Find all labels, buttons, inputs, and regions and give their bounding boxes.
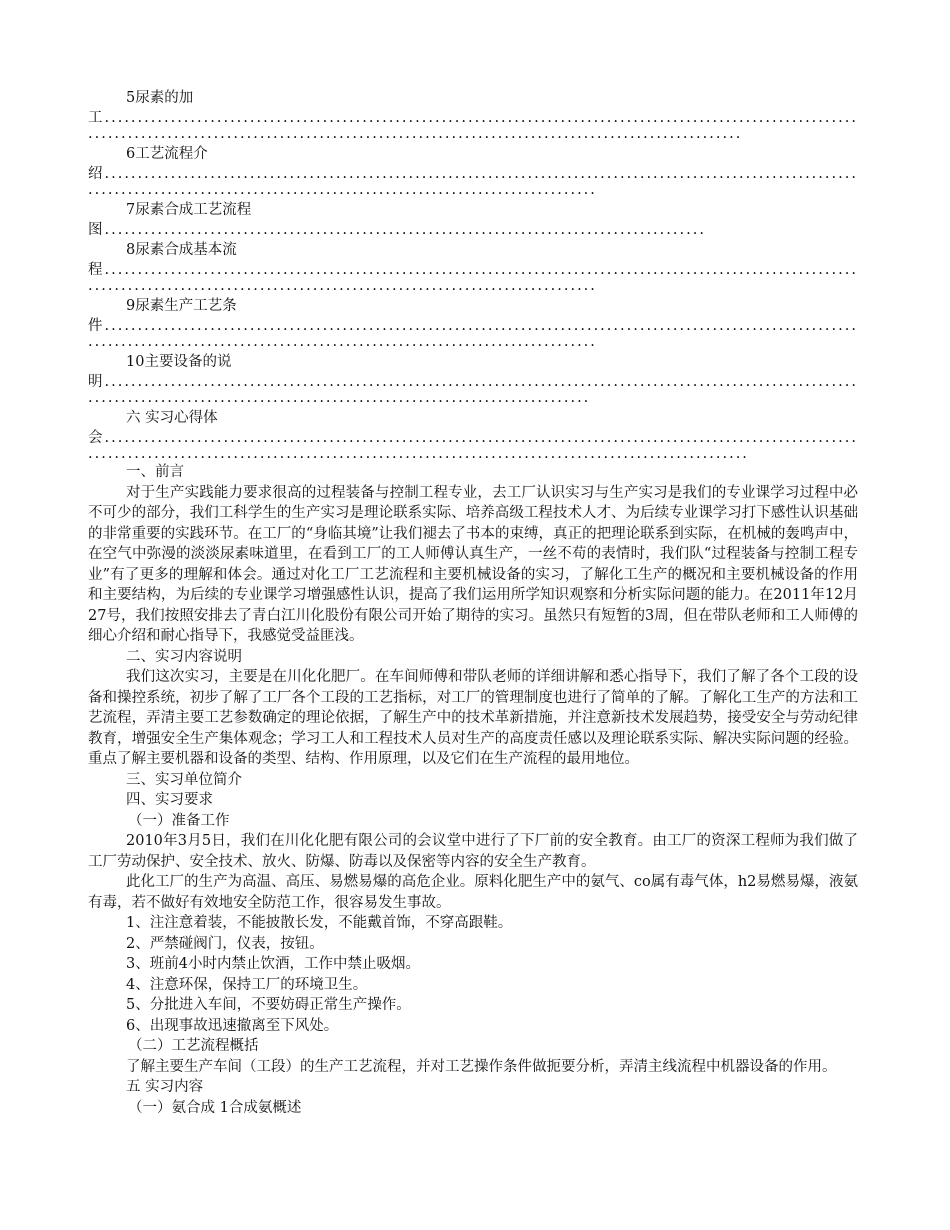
section-heading-content: 二、实习内容说明 bbox=[126, 648, 242, 665]
process-paragraph: 了解主要生产车间（工段）的生产工艺流程，并对工艺操作条件做扼要分析，弄清主线流程中机器设备的作用。 bbox=[126, 1058, 837, 1075]
section-heading-requirements: 四、实习要求 bbox=[126, 792, 213, 808]
toc-entry[interactable] bbox=[88, 406, 858, 462]
toc-entry-leader: 图........................................................................................... bbox=[88, 222, 706, 238]
toc-entry[interactable] bbox=[88, 86, 858, 142]
list-item: 2、严禁碰阀门，仪表，按钮。 bbox=[126, 935, 324, 952]
toc-entry[interactable] bbox=[88, 350, 858, 406]
toc-entry-title: 8尿素合成基本流 bbox=[126, 242, 237, 258]
document-page bbox=[88, 86, 858, 1118]
section-heading-practice: 五 实习内容 bbox=[126, 1079, 204, 1095]
preface-paragraph: 对于生产实践能力要求很高的过程装备与控制工程专业，去工厂认识实习与生产实习是我们的专业课学习过程中必不可少的部分，我们工科学生的生产实习是理论联系实际、培养高级工程技术人才、为后续专业课学习打下感性认识基础的非常重要的实践环节。在工厂的“身临其境”让我们褪去了书本的束缚，真正的把理论联系到实际，在机械的轰鸣声中，在空气中弥漫的淡淡尿素味道里，在看到工厂的工人师傅认真生产，一丝不苟的表情时，我们队“过程装备与控制工程专业”有了更多的理解和体会。通过对化工厂工艺流程和主要机械设备的实习，了解化工生产的概况和主要机械设备的作用和主要结构，为后续的专业课学习增强感性认识，提高了我们运用所学知识观察和分析实际问题的能力。在2011年12月27号，我们按照安排去了青白江川化股份有限公司开始了期待的实习。虽然只有短暂的3周，但在带队老师和工人师傅的细心介绍和耐心指导下，我感觉受益匪浅。 bbox=[88, 484, 858, 644]
subsection-heading-ammonia: （一）氨合成 1合成氨概述 bbox=[128, 1099, 302, 1116]
prep-paragraph-2: 此化工厂的生产为高温、高压、易燃易爆的高危企业。原料化肥生产中的氨气、co属有毒气体，h2易燃易爆，液氨有毒，若不做好有效地安全防范工作，很容易发生事故。 bbox=[88, 874, 858, 911]
prep-paragraph-1: 2010年3月5日，我们在川化化肥有限公司的会议堂中进行了下厂前的安全教育。由工厂的资深工程师为我们做了工厂劳动保护、安全技术、放火、防爆、防毒以及保密等内容的安全生产教育。 bbox=[88, 833, 858, 870]
list-item: 6、出现事故迅速撤离至下风处。 bbox=[126, 1017, 339, 1034]
toc-entry[interactable] bbox=[88, 142, 858, 198]
section-heading-unit: 三、实习单位简介 bbox=[126, 771, 242, 788]
toc-entry-leader: 会...................................................................................................................................................................................................................... bbox=[88, 430, 858, 462]
table-of-contents bbox=[88, 86, 858, 462]
list-item: 5、分批进入车间，不要妨碍正常生产操作。 bbox=[126, 997, 411, 1013]
content-paragraph: 我们这次实习，主要是在川化化肥厂。在车间师傅和带队老师的详细讲解和悉心指导下，我们了解了各个工段的设备和操控系统，初步了解了工厂各个工段的工艺指标，对工厂的管理制度也进行了简单的了解。了解化工生产的方法和工艺流程，弄清主要工艺参数确定的理论依据，了解生产中的技术革新措施，并注意新技术发展趋势，接受安全与劳动纪律教育，增强安全生产集体观念；学习工人和工程技术人员对生产的高度责任感以及理论联系实际、解决实际问题的经验。重点了解主要机器和设备的类型、结构、作用原理，以及它们在生产流程的最用地位。 bbox=[88, 669, 858, 767]
toc-entry-title: 10主要设备的说 bbox=[126, 354, 232, 370]
toc-entry-leader: 程............................................................................................................................................................................................... bbox=[88, 262, 858, 294]
toc-entry[interactable] bbox=[88, 238, 858, 294]
subsection-heading-process: （二）工艺流程概括 bbox=[128, 1038, 259, 1054]
section-heading-preface: 一、前言 bbox=[126, 464, 184, 480]
toc-entry[interactable] bbox=[88, 294, 858, 350]
list-item: 3、班前4小时内禁止饮酒，工作中禁止吸烟。 bbox=[126, 956, 420, 972]
toc-entry-leader: 工..................................................................................................................................................................................................................... bbox=[88, 110, 858, 142]
subsection-heading-prep: （一）准备工作 bbox=[128, 812, 230, 829]
safety-rules-list bbox=[88, 913, 858, 1036]
list-item: 4、注意环保，保持工厂的环境卫生。 bbox=[126, 976, 368, 993]
toc-entry-title: 6工艺流程介 bbox=[126, 146, 208, 162]
toc-entry-title: 六 实习心得体 bbox=[126, 410, 218, 426]
toc-entry-title: 5尿素的加 bbox=[126, 90, 194, 106]
list-item: 1、注注意着装，不能披散长发，不能戴首饰，不穿高跟鞋。 bbox=[126, 915, 513, 931]
document-body bbox=[88, 462, 858, 1118]
toc-entry-leader: 件............................................................................................................................................................................................... bbox=[88, 318, 858, 350]
toc-entry-leader: 绍............................................................................................................................................................................................... bbox=[88, 166, 858, 198]
toc-entry[interactable] bbox=[88, 198, 858, 238]
toc-entry-title: 9尿素生产工艺条 bbox=[126, 298, 237, 314]
toc-entry-title: 7尿素合成工艺流程 bbox=[126, 202, 252, 218]
toc-entry-leader: 明.............................................................................................................................................................................................. bbox=[88, 374, 858, 406]
